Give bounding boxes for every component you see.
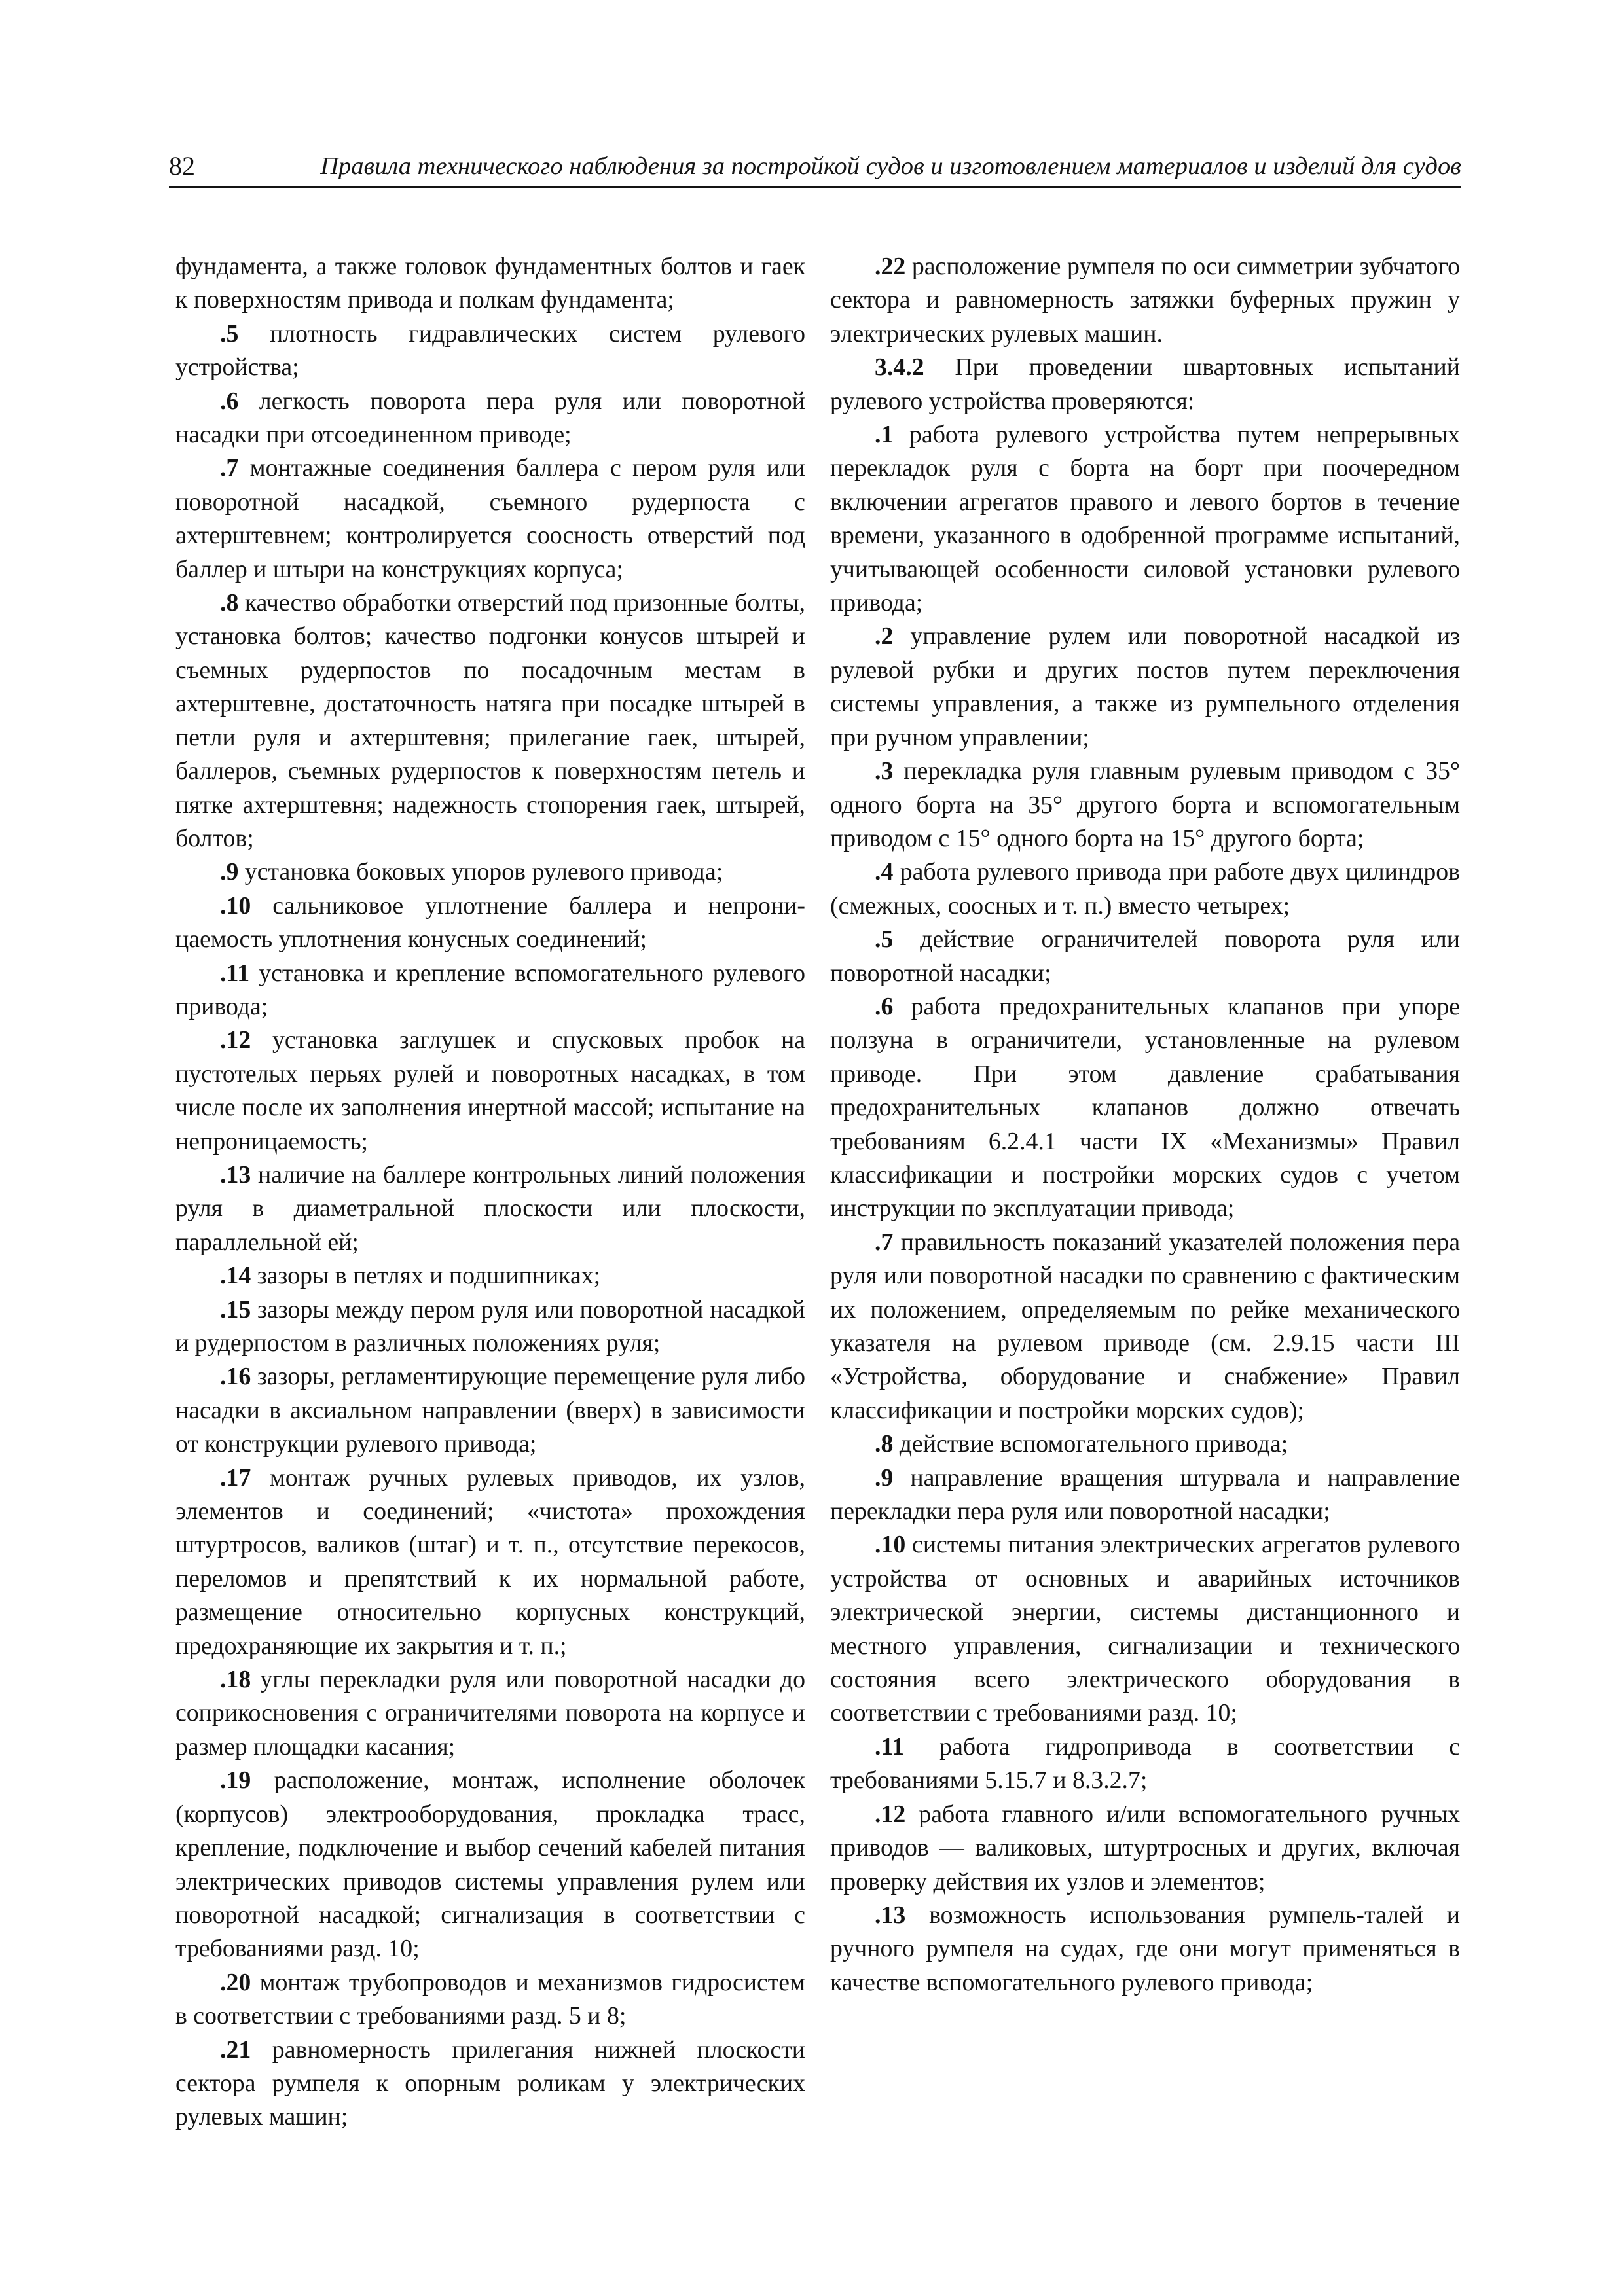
item-number: .2 (875, 622, 894, 651)
list-item (175, 889, 805, 957)
item-text: работа рулевого устройства путем непрерывных перекладок руля с борта на борт при поочередном включении агрегатов правого и левого бортов в течение времени, указанного в одобренной программе испытаний, учитывающей особенности силовой установки рулевого привода; (830, 421, 1460, 617)
item-text: управление рулем или поворотной насадкой из рулевой рубки и других постов путем переключения системы управления, а также из румпельного отделения при ручном управлении; (830, 622, 1460, 751)
item-text: системы питания электрических агрегатов рулевого устройства от основных и аварийных источников электрической энергии, системы дистанционного и местного управления, сигнализации и технического состояния всего электрического оборудования в соответствии с требованиями разд. 10; (830, 1531, 1460, 1727)
list-item (175, 855, 805, 889)
list-item (175, 1024, 805, 1158)
list-item (175, 452, 805, 586)
section-text: При проведении швартовных испытаний рулевого устройства проверяются: (830, 353, 1460, 415)
item-number: .6 (875, 992, 894, 1020)
item-number: .13 (875, 1901, 906, 1929)
item-text: зазоры между пером руля или поворотной насадкой и рудерпостом в различных положениях руля; (175, 1295, 805, 1357)
item-number: .7 (875, 1228, 894, 1256)
list-item (830, 990, 1460, 1226)
item-text: работа главного и/или вспомогательного ручных приводов — валиковых, штуртросных и других, включая проверку действия их узлов и элементов; (830, 1800, 1460, 1895)
list-item (830, 755, 1460, 855)
item-text: плотность гидравлических систем рулевого устройства; (175, 319, 805, 382)
item-number: .10 (220, 891, 251, 920)
item-text: перекладка руля главным рулевым приводом с 35° одного борта на 35° другого борта и вспомогательным приводом с 15° одного борта на 15° другого борта; (830, 757, 1460, 852)
list-item (175, 1360, 805, 1461)
item-text: расположение, монтаж, исполнение оболочек (корпусов) электрооборудования, прокладка трасс, крепление, подключение и выбор сечений кабелей питания электрических приводов системы управления рулем или поворотной насадкой; сигнализация в соответствии с требованиями разд. 10; (175, 1767, 805, 1963)
item-number: .9 (875, 1463, 894, 1492)
list-item (175, 1966, 805, 2034)
item-number: .4 (875, 858, 894, 886)
item-text: установка и крепление вспомогательного рулевого привода; (175, 959, 805, 1020)
item-number: .21 (220, 2036, 251, 2064)
item-text: действие вспомогательного привода; (893, 1430, 1288, 1458)
item-text: легкость поворота пера руля или поворотной насадки при отсоединенном приводе; (175, 387, 805, 449)
item-text: монтаж трубопроводов и механизмов гидросистем в соответствии с требованиями разд. 5 и 8; (175, 1968, 805, 2030)
item-text: работа гидропривода в соответствии с требованиями 5.15.7 и 8.3.2.7; (830, 1732, 1460, 1795)
running-title: Правила технического наблюдения за постройкой судов и изготовлением материалов и изделий для судов (320, 152, 1461, 180)
list-item (175, 317, 805, 385)
list-item (830, 1528, 1460, 1730)
item-text: углы перекладки руля или поворотной насадки до соприкосновения с ограничителями поворота на корпусе и размер площадки касания; (175, 1666, 805, 1761)
list-item (830, 923, 1460, 990)
item-number: .12 (875, 1800, 906, 1828)
item-number: .16 (220, 1363, 251, 1391)
item-text: расположение румпеля по оси симметрии зубчатого сектора и равномерность затяжки буферных пружин у электрических рулевых машин. (830, 253, 1460, 348)
list-item (175, 957, 805, 1024)
list-item (175, 586, 805, 855)
list-item (175, 1293, 805, 1361)
item-text: работа предохранительных клапанов при упоре ползуна в ограничители, установленные на рулевом приводе. При этом давление срабатывания предохранительных клапанов должно отвечать требованиям 6.2.4.1 части IX «Механизмы» Правил классификации и постройки морских судов с учетом инструкции по эксплуатации привода; (830, 992, 1460, 1223)
item-number: .11 (875, 1732, 905, 1761)
item-number: .8 (875, 1430, 894, 1458)
list-item (175, 1663, 805, 1764)
list-item (175, 1764, 805, 1965)
item-number: .6 (220, 387, 239, 415)
list-item (175, 1462, 805, 1663)
page-number: 82 (169, 151, 195, 181)
item-text: равномерность прилегания нижней плоскости сектора румпеля к опорным роликам у электрических рулевых машин; (175, 2036, 805, 2131)
item-text: монтаж ручных рулевых приводов, их узлов, элементов и соединений; «чистота» прохождения штуртросов, валиков (штаг) и т. п., отсутствие перекосов, переломов и препятствий к их нормальной работе, размещение относительно корпусных конструкций, предохраняющие их закрытия и т. п.; (175, 1463, 805, 1660)
item-text: наличие на баллере контрольных линий положения руля в диаметральной плоскости или плоскости, параллельной ей; (175, 1160, 805, 1256)
left-column (175, 250, 805, 2134)
list-item (830, 1427, 1460, 1461)
list-item (830, 1899, 1460, 2000)
item-text: зазоры, регламентирующие перемещение руля либо насадки в аксиальном направлении (вверх) в зависимости от конструкции рулевого привода; (175, 1363, 805, 1458)
item-number: .9 (220, 858, 239, 886)
item-number: .11 (220, 959, 250, 987)
list-item (175, 385, 805, 452)
item-number: .8 (220, 589, 239, 617)
item-number: .1 (875, 421, 894, 449)
item-text: качество обработки отверстий под призонные болты, установка болтов; качество подгонки конусов штырей и съемных рудерпостов по посадочным местам в ахтерштевне, достаточность натяга при посадке штырей в петли руля и ахтерштевня; прилегание гаек, штырей, баллеров, съемных рудерпостов к поверхностям петель и пятке ахтерштевня; надежность стопорения гаек, штырей, болтов; (175, 589, 805, 852)
item-text: направление вращения штурвала и направление перекладки пера руля или поворотной насадки; (830, 1463, 1460, 1526)
list-item (830, 418, 1460, 620)
item-number: .7 (220, 454, 239, 482)
list-item (830, 620, 1460, 755)
list-item (830, 1462, 1460, 1529)
section-paragraph (830, 351, 1460, 418)
paragraph-continuation (175, 250, 805, 317)
list-item (175, 1259, 805, 1293)
item-number: .15 (220, 1295, 251, 1323)
item-text: установка заглушек и спусковых пробок на пустотелых перьях рулей и поворотных насадках, в том числе после их заполнения инертной массой; испытание на непроницаемость; (175, 1026, 805, 1155)
list-item (830, 1731, 1460, 1798)
item-number: .19 (220, 1767, 251, 1795)
right-column (830, 250, 1460, 2000)
list-item (830, 1226, 1460, 1427)
paragraph-text: фундамента, а также головок фундаментных болтов и гаек к поверхностям привода и полкам фундамента; (175, 253, 805, 314)
list-item (175, 1158, 805, 1259)
section-number: 3.4.2 (875, 353, 924, 382)
item-text: монтажные соединения баллера с пером руля или поворотной насадкой, съемного рудерпоста с ахтерштевнем; контролируется соосность отверстий под баллер и штыри на конструкциях корпуса; (175, 454, 805, 583)
item-number: .22 (875, 253, 906, 280)
list-item (830, 1798, 1460, 1899)
item-number: .18 (220, 1666, 251, 1694)
item-number: .12 (220, 1026, 251, 1054)
item-number: .5 (220, 319, 239, 348)
item-number: .14 (220, 1262, 251, 1290)
page-header (169, 145, 1461, 188)
list-item (175, 2034, 805, 2134)
item-text: сальниковое уплотнение баллера и непроницаемость уплотнения конусных соединений; (175, 891, 805, 954)
item-number: .20 (220, 1968, 251, 1996)
item-number: .13 (220, 1160, 251, 1189)
item-number: .17 (220, 1463, 251, 1492)
item-text: зазоры в петлях и подшипниках; (251, 1262, 601, 1290)
item-number: .3 (875, 757, 894, 785)
list-item (830, 855, 1460, 923)
list-item (830, 250, 1460, 351)
item-number: .10 (875, 1531, 906, 1559)
item-number: .5 (875, 925, 894, 954)
item-text: возможность использования румпель-талей и ручного румпеля на судах, где они могут применяться в качестве вспомогательного рулевого привода; (830, 1901, 1460, 1996)
item-text: работа рулевого привода при работе двух цилиндров (смежных, соосных и т. п.) вместо четырех; (830, 858, 1460, 920)
item-text: установка боковых упоров рулевого привода; (238, 858, 723, 886)
item-text: действие ограничителей поворота руля или поворотной насадки; (830, 925, 1460, 987)
item-text: правильность показаний указателей положения пера руля или поворотной насадки по сравнению с фактическим их положением, определяемым по рейке механического указателя на рулевом приводе (см. 2.9.15 части III «Устройства, оборудование и снабжение» Правил классификации и постройки морских судов); (830, 1228, 1460, 1424)
